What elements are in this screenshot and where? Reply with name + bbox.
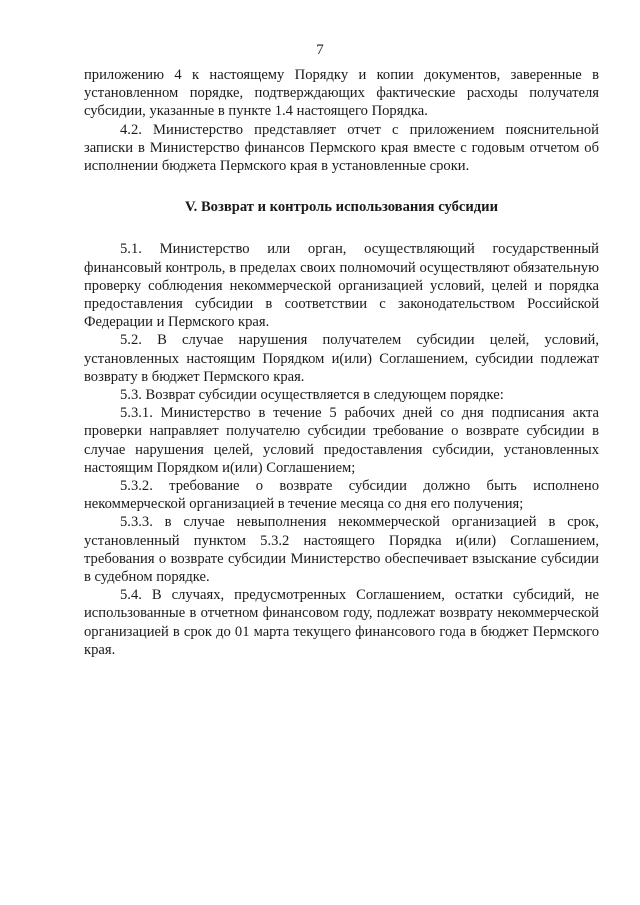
document-body <box>84 66 599 659</box>
paragraph-5-3-3-court: 5.3.3. в случае невыполнения некоммерческой организацией в срок, установленный пунктом 5.3.2 настоящего Порядка и(или) Соглашением, требования о возврате субсидии Министерство обеспечивает взыскание субсидии в судебном порядке. <box>84 514 599 586</box>
paragraph-5-3-1-demand: 5.3.1. Министерство в течение 5 рабочих дней со дня подписания акта проверки направляет получателю субсидии требование о возврате субсидии в случае нарушения целей, условий предоставления субсидии, установленных настоящим Порядком и(или) Соглашением; <box>84 405 599 476</box>
paragraph-4-2-report: 4.2. Министерство представляет отчет с приложением пояснительной записки в Министерство финансов Пермского края вместе с годовым отчетом об исполнении бюджета Пермского края в установленные сроки. <box>84 121 599 175</box>
section-heading: V. Возврат и контроль использования субсидии <box>184 199 498 216</box>
paragraph-5-3-2-execution: 5.3.2. требование о возврате субсидии должно быть исполнено некоммерческой организацией в течение месяца со дня его получения; <box>84 478 599 513</box>
paragraph-appendix-4-documents: приложению 4 к настоящему Порядку и копии документов, заверенные в установленном порядке, подтверждающих фактические расходы получателя субсидии, указанные в пункте 1.4 настоящего Порядка. <box>84 67 599 120</box>
paragraph-5-1-control: 5.1. Министерство или орган, осуществляющий государственный финансовый контроль, в пределах своих полномочий осуществляют обязательную проверку соблюдения некоммерческой организацией условий, целей и порядка предоставления субсидии в соответствии с законодательством Российской Федерации и Пермского края. <box>84 241 599 331</box>
paragraph-5-3-return-order: 5.3. Возврат субсидии осуществляется в следующем порядке: <box>120 387 504 404</box>
paragraph-5-4-remainders: 5.4. В случаях, предусмотренных Соглашением, остатки субсидий, не использованные в отчетном финансовом году, подлежат возврату некоммерческой организацией в срок до 01 марта текущего финансового года в бюджет Пермского края. <box>84 587 599 658</box>
paragraph-5-2-violation: 5.2. В случае нарушения получателем субсидии целей, условий, установленных настоящим Порядком и(или) Соглашением, субсидии подлежат возврату в бюджет Пермского края. <box>84 332 599 385</box>
page-number: 7 <box>316 42 324 58</box>
